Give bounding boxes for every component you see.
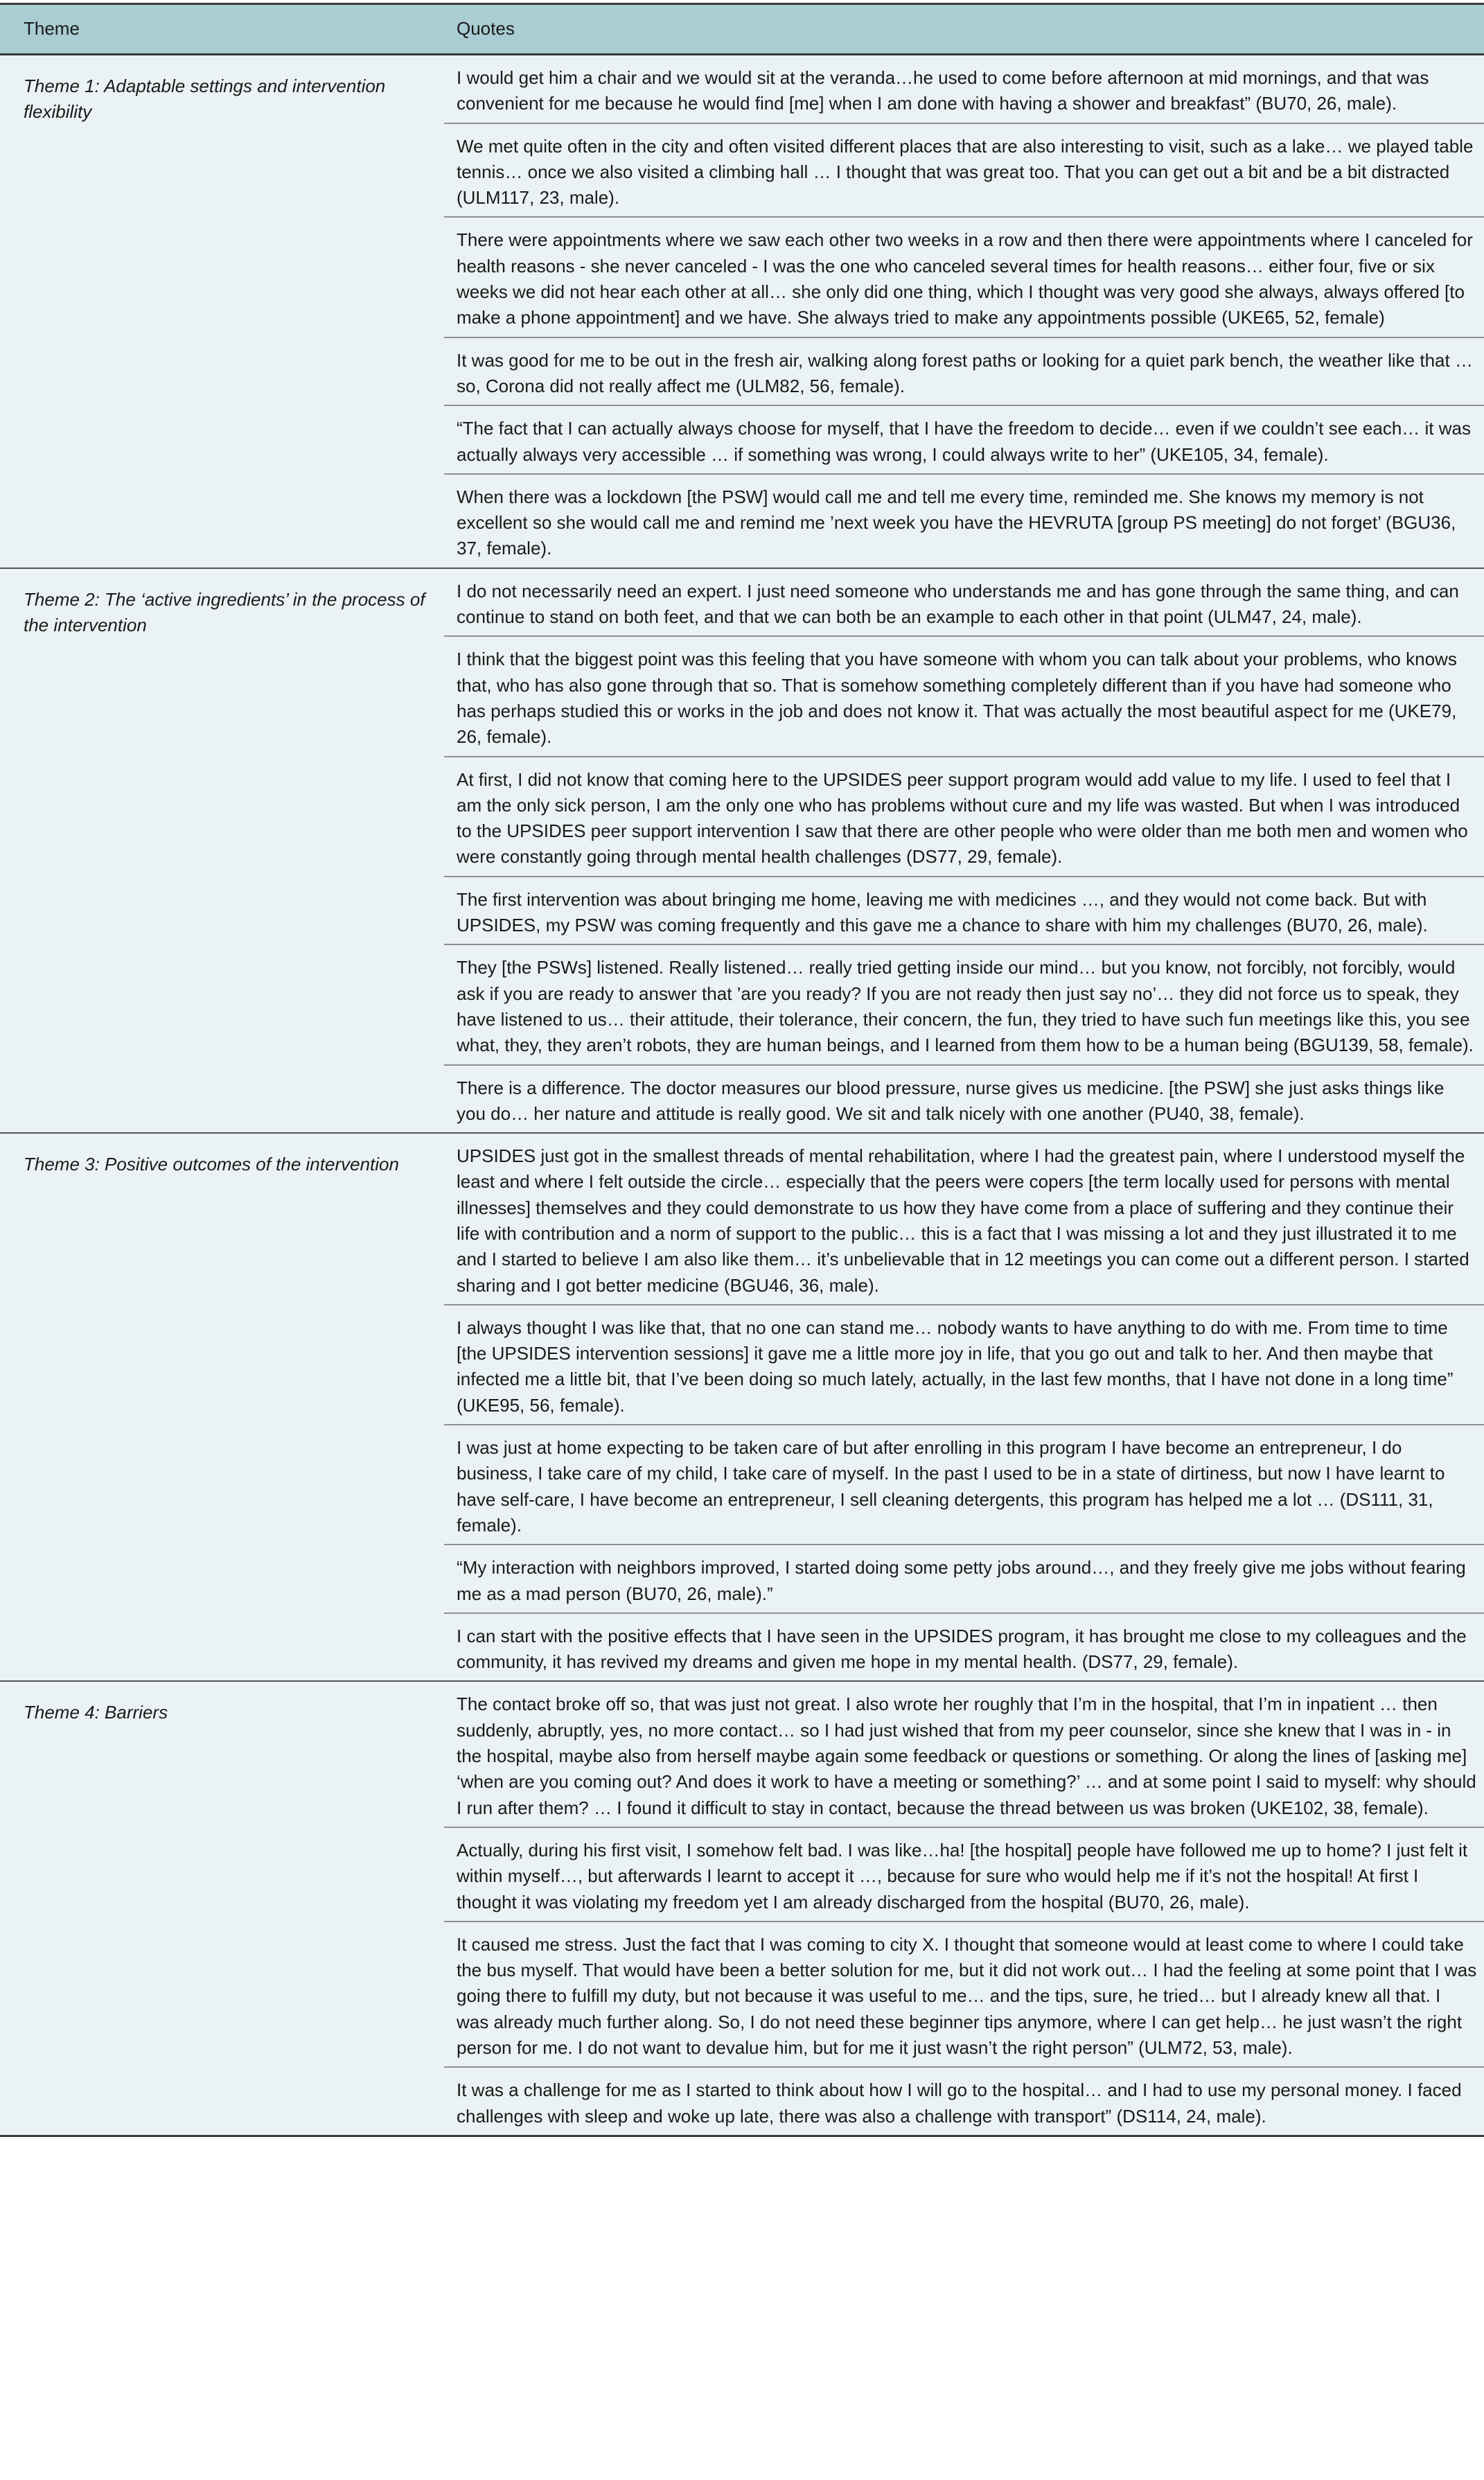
- quote-cell: I always thought I was like that, that no one can stand me… nobody wants to have anything to do with me. From time to time [the UPSIDES intervention sessions] it gave me a little more joy in life, that you go out and talk to her. And then maybe that infected me a little bit, that I’ve been doing so much lately, actually, in the last few months, that I have not done in a long time” (UKE95, 56, female).: [444, 1305, 1484, 1425]
- quotes-table: [0, 3, 1484, 2137]
- quote-cell: I do not necessarily need an expert. I just need someone who understands me and has gone through the same thing, and can continue to stand on both feet, and that we can both be an example to each other in that point (ULM47, 24, male).: [444, 568, 1484, 637]
- table-row: [0, 55, 1484, 123]
- quote-cell: It was a challenge for me as I started to think about how I will go to the hospital… and I had to use my personal money. I faced challenges with sleep and woke up late, there was also a challenge with transport” (DS114, 24, male).: [444, 2067, 1484, 2136]
- quote-cell: When there was a lockdown [the PSW] would call me and tell me every time, reminded me. She knows my memory is not excellent so she would call me and remind me ’next week you have the HEVRUTA [group PS meeting] do not forget’ (BGU36, 37, female).: [444, 474, 1484, 568]
- theme-2-label: Theme 2: The ‘active ingredients’ in the process of the intervention: [0, 568, 444, 1133]
- quote-cell: “The fact that I can actually always choose for myself, that I have the freedom to decide… even if we couldn’t see each… it was actually always very accessible … if something was wrong, I could always write to her” (UKE105, 34, female).: [444, 405, 1484, 474]
- quote-cell: The contact broke off so, that was just not great. I also wrote her roughly that I’m in the hospital, that I’m in inpatient … then suddenly, abruptly, yes, no more contact… so I had just wished that from my peer counselor, since she knew that I was in - in the hospital, maybe also from herself maybe again some feedback or questions or something. Or along the lines of [asking me] ‘when are you coming out? And does it work to have a meeting or something?’ … and at some point I said to myself: why should I run after them? … I found it difficult to stay in contact, because the thread between us was broken (UKE102, 38, female).: [444, 1681, 1484, 1827]
- table-header-row: [0, 4, 1484, 55]
- quote-cell: I was just at home expecting to be taken care of but after enrolling in this program I have become an entrepreneur, I do business, I take care of my child, I take care of myself. In the past I used to be in a state of dirtiness, but now I have learnt to have self-care, I have become an entrepreneur, I sell cleaning detergents, this program has helped me a lot … (DS111, 31, female).: [444, 1425, 1484, 1545]
- quote-cell: It caused me stress. Just the fact that I was coming to city X. I thought that someone would at least come to where I could take the bus myself. That would have been a better solution for me, but it did not work out… I had the feeling at some point that I was going there to fulfill my duty, but not because it was useful to me… and the tips, sure, he tried… but I already knew all that. I was already much further along. So, I do not need these beginner tips anymore, where I can get help… he just wasn’t the right person for me. I do not want to devalue him, but for me it just wasn’t the right person” (ULM72, 53, male).: [444, 1921, 1484, 2067]
- quote-cell: I would get him a chair and we would sit at the veranda…he used to come before afternoon at mid mornings, and that was convenient for me because he would find [me] when I am done with having a shower and breakfast” (BU70, 26, male).: [444, 55, 1484, 123]
- quote-cell: UPSIDES just got in the smallest threads of mental rehabilitation, where I had the greatest pain, where I understood myself the least and where I felt outside the circle… especially that the peers were copers [the term locally used for persons with mental illnesses] themselves and they could demonstrate to us how they have come from a place of suffering and they continue their life with contribution and a norm of support to the public… this is a fact that I was missing a lot and they just illustrated it to me and I started to believe I am also like them… it’s unbelievable that in 12 meetings you can come out a different person. I started sharing and I got better medicine (BGU46, 36, male).: [444, 1133, 1484, 1305]
- quote-cell: There were appointments where we saw each other two weeks in a row and then there were appointments where I canceled for health reasons - she never canceled - I was the one who canceled several times for health reasons… either four, five or six weeks we did not hear each other at all… she only did one thing, which I thought was very good she always, always offered [to make a phone appointment] and we have. She always tried to make any appointments possible (UKE65, 52, female): [444, 217, 1484, 337]
- quote-cell: At first, I did not know that coming here to the UPSIDES peer support program would add value to my life. I used to feel that I am the only sick person, I am the only one who has problems without cure and my life was wasted. But when I was introduced to the UPSIDES peer support intervention I saw that there are other people who were older than me both men and women who were constantly going through mental health challenges (DS77, 29, female).: [444, 757, 1484, 877]
- header-quotes: Quotes: [444, 4, 1484, 55]
- quote-cell: There is a difference. The doctor measures our blood pressure, nurse gives us medicine. [the PSW] she just asks things like you do… her nature and attitude is really good. We sit and talk nicely with one another (PU40, 38, female).: [444, 1065, 1484, 1134]
- table-row: [0, 568, 1484, 637]
- quote-cell: I think that the biggest point was this feeling that you have someone with whom you can talk about your problems, who knows that, who has also gone through that so. That is somehow something completely different than if you have had someone who has perhaps studied this or works in the job and does not know it. That was actually the most beautiful aspect for me (UKE79, 26, female).: [444, 636, 1484, 756]
- header-theme: Theme: [0, 4, 444, 55]
- quote-cell: “My interaction with neighbors improved, I started doing some petty jobs around…, and they freely give me jobs without fearing me as a mad person (BU70, 26, male).”: [444, 1545, 1484, 1613]
- theme-3-label: Theme 3: Positive outcomes of the intervention: [0, 1133, 444, 1681]
- theme-1-label: Theme 1: Adaptable settings and intervention flexibility: [0, 55, 444, 568]
- table-row: [0, 1681, 1484, 1827]
- quote-cell: They [the PSWs] listened. Really listened… really tried getting inside our mind… but you know, not forcibly, not forcibly, would ask if you are ready to answer that ’are you ready? If you are not ready then just say no’… they did not force us to speak, they have listened to us… their attitude, their tolerance, their concern, the fun, they tried to have such fun meetings like this, you see what, they, they aren’t robots, they are human beings, and I learned from them how to be a human being (BGU139, 58, female).: [444, 944, 1484, 1064]
- theme-4-label: Theme 4: Barriers: [0, 1681, 444, 2136]
- quote-cell: It was good for me to be out in the fresh air, walking along forest paths or looking for a quiet park bench, the weather like that … so, Corona did not really affect me (ULM82, 56, female).: [444, 337, 1484, 406]
- quote-cell: I can start with the positive effects that I have seen in the UPSIDES program, it has brought me close to my colleagues and the community, it has revived my dreams and given me hope in my mental health. (DS77, 29, female).: [444, 1613, 1484, 1682]
- quote-cell: Actually, during his first visit, I somehow felt bad. I was like…ha! [the hospital] people have followed me up to home? I just felt it within myself…, but afterwards I learnt to accept it …, because for sure who would help me if it’s not the hospital! At first I thought it was violating my freedom yet I am already discharged from the hospital (BU70, 26, male).: [444, 1827, 1484, 1921]
- quote-cell: The first intervention was about bringing me home, leaving me with medicines …, and they would not come back. But with UPSIDES, my PSW was coming frequently and this gave me a chance to share with him my challenges (BU70, 26, male).: [444, 877, 1484, 945]
- quote-cell: We met quite often in the city and often visited different places that are also interesting to visit, such as a lake… we played table tennis… once we also visited a climbing hall … I thought that was great too. That you can get out a bit and be a bit distracted (ULM117, 23, male).: [444, 123, 1484, 218]
- table-row: [0, 1133, 1484, 1305]
